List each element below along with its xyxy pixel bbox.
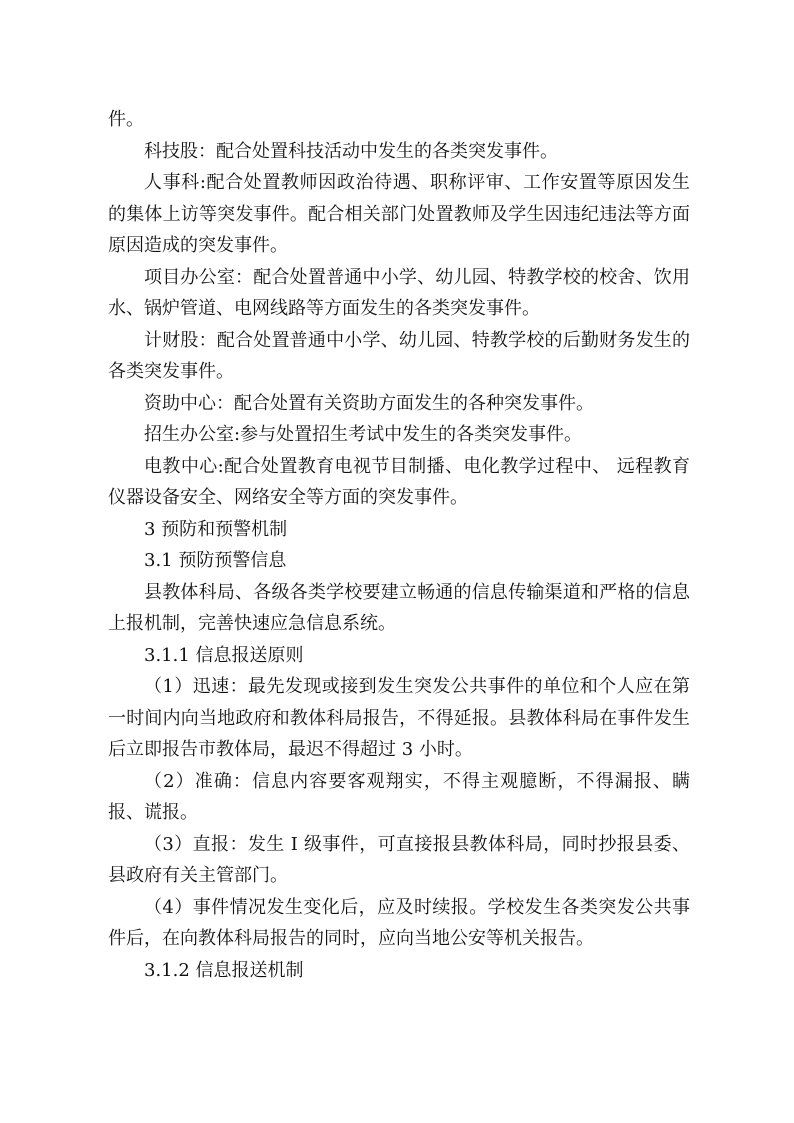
document-body — [108, 104, 690, 986]
paragraph: （1）迅速：最先发现或接到发生突发公共事件的单位和个人应在第一时间内向当地政府和教体科局报告，不得延报。县教体科局在事件发生后立即报告市教体局，最迟不得超过 3 小时。 — [108, 676, 690, 760]
paragraph: 县教体科局、各级各类学校要建立畅通的信息传输渠道和严格的信息上报机制，完善快速应急信息系统。 — [108, 581, 690, 634]
paragraph: （3）直报：发生 I 级事件，可直接报县教体科局，同时抄报县委、县政府有关主管部门。 — [108, 833, 690, 886]
paragraph: 电教中心:配合处置教育电视节目制播、电化教学过程中、 远程教育仪器设备安全、网络安全等方面的突发事件。 — [108, 455, 690, 508]
paragraph: 计财股：配合处置普通中小学、幼儿园、特教学校的后勤财务发生的各类突发事件。 — [108, 329, 690, 382]
paragraph: 人事科:配合处置教师因政治待遇、职称评审、工作安置等原因发生的集体上访等突发事件。配合相关部门处置教师及学生因违纪违法等方面原因造成的突发事件。 — [108, 172, 690, 256]
paragraph: 项目办公室：配合处置普通中小学、幼儿园、特教学校的校舍、饮用水、锅炉管道、电网线路等方面发生的各类突发事件。 — [108, 266, 690, 319]
paragraph: 资助中心：配合处置有关资助方面发生的各种突发事件。 — [144, 392, 594, 414]
paragraph: 招生办公室:参与处置招生考试中发生的各类突发事件。 — [144, 424, 583, 445]
section-heading: 3 预防和预警机制 — [144, 518, 288, 540]
subsection-heading: 3.1.2 信息报送机制 — [144, 959, 304, 981]
paragraph: 件。 — [108, 109, 144, 130]
paragraph: （2）准确：信息内容要客观翔实，不得主观臆断，不得漏报、瞒报、谎报。 — [108, 770, 690, 823]
paragraph: （4）事件情况发生变化后，应及时续报。学校发生各类突发公共事件后，在向教体科局报告的同时，应向当地公安等机关报告。 — [108, 896, 690, 949]
subsection-heading: 3.1 预防预警信息 — [144, 550, 287, 571]
subsection-heading: 3.1.1 信息报送原则 — [144, 644, 304, 666]
paragraph: 科技股：配合处置科技活动中发生的各类突发事件。 — [144, 140, 558, 162]
